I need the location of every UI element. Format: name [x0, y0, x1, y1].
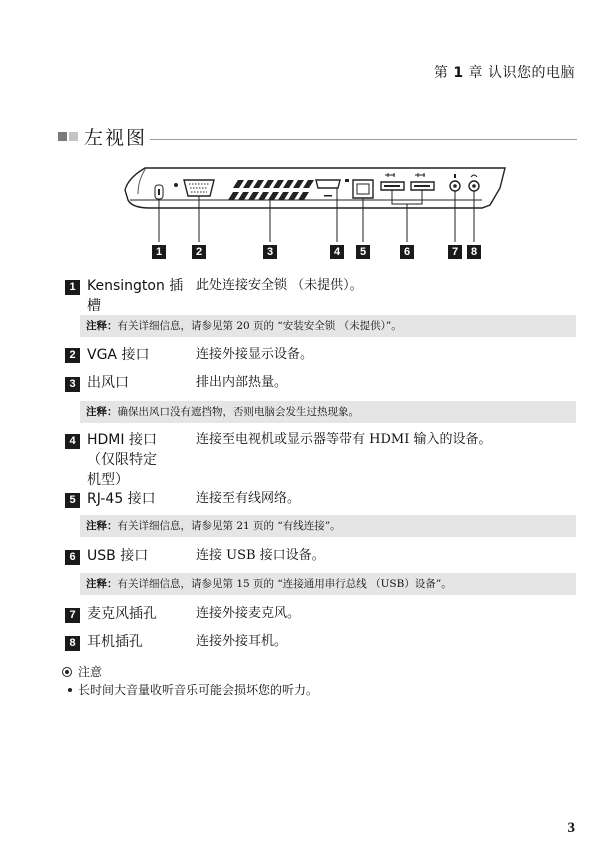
- callout-5: 5: [356, 245, 370, 259]
- item-number: 4: [65, 434, 80, 449]
- note-box: [80, 515, 576, 537]
- chapter-number: 1: [453, 65, 464, 81]
- note-text: 有关详细信息，请参见第 21 页的 “有线连接”。: [117, 520, 341, 532]
- note-box: [80, 315, 576, 337]
- note-prefix: 注释：: [86, 406, 118, 418]
- note-text: 确保出风口没有遮挡物，否则电脑会发生过热现象。: [117, 406, 359, 418]
- item-label: 出风口: [87, 375, 129, 391]
- chapter-title: 章 认识您的电脑: [468, 65, 575, 81]
- callout-2: 2: [192, 245, 206, 259]
- section-heading: [58, 125, 147, 147]
- callout-7: 7: [448, 245, 462, 259]
- heading-marker-dark: [58, 132, 67, 141]
- item-description: 排出内部热量。: [196, 375, 288, 390]
- item-description: 连接外接麦克风。: [196, 606, 301, 621]
- chapter-prefix: 第: [433, 65, 449, 81]
- callout-6: 6: [400, 245, 414, 259]
- note-prefix: 注释：: [86, 320, 118, 332]
- note-box: [80, 573, 576, 595]
- item-number: 5: [65, 493, 80, 508]
- laptop-left-side-diagram: [110, 160, 510, 266]
- callout-3: 3: [263, 245, 277, 259]
- kensington-slot-icon: [155, 185, 163, 199]
- item-number: 6: [65, 550, 80, 565]
- item-description: 连接至有线网络。: [196, 491, 301, 506]
- item-description: 连接外接显示设备。: [196, 347, 314, 362]
- item-description: 此处连接安全锁 （未提供）。: [196, 278, 363, 293]
- section-divider: [150, 139, 577, 140]
- chapter-header: [434, 62, 575, 82]
- item-label: Kensington 插槽: [87, 278, 184, 314]
- item-label: HDMI 接口（仅限特定机型）: [87, 432, 157, 488]
- caution-icon: [62, 667, 72, 677]
- item-label: RJ-45 接口: [87, 491, 156, 507]
- item-number: 2: [65, 348, 80, 363]
- note-text: 有关详细信息，请参见第 20 页的 “安装安全锁 （未提供）”。: [117, 320, 402, 332]
- item-label: 耳机插孔: [87, 634, 143, 650]
- caution-bullet: 长时间大音量收听音乐可能会损坏您的听力。: [78, 683, 319, 697]
- item-number: 1: [65, 280, 80, 295]
- callout-1: 1: [152, 245, 166, 259]
- caution-title: 注意: [78, 665, 103, 679]
- page-number: 3: [567, 820, 575, 836]
- bullet-icon: [68, 688, 72, 692]
- callout-8: 8: [467, 245, 481, 259]
- note-text: 有关详细信息，请参见第 15 页的 “连接通用串行总线 （USB）设备”。: [117, 578, 452, 590]
- item-description: 连接 USB 接口设备。: [196, 548, 325, 563]
- note-box: [80, 401, 576, 423]
- item-number: 8: [65, 636, 80, 651]
- item-label: USB 接口: [87, 548, 149, 564]
- item-description: 连接至电视机或显示器等带有 HDMI 输入的设备。: [196, 432, 492, 447]
- section-title: 左视图: [84, 126, 148, 149]
- item-label: VGA 接口: [87, 347, 150, 363]
- item-number: 3: [65, 377, 80, 392]
- callout-4: 4: [330, 245, 344, 259]
- item-number: 7: [65, 608, 80, 623]
- item-label: 麦克风插孔: [87, 606, 157, 622]
- note-prefix: 注释：: [86, 578, 118, 590]
- caution-heading: [62, 663, 102, 680]
- item-description: 连接外接耳机。: [196, 634, 288, 649]
- note-prefix: 注释：: [86, 520, 118, 532]
- heading-marker-light: [69, 132, 78, 141]
